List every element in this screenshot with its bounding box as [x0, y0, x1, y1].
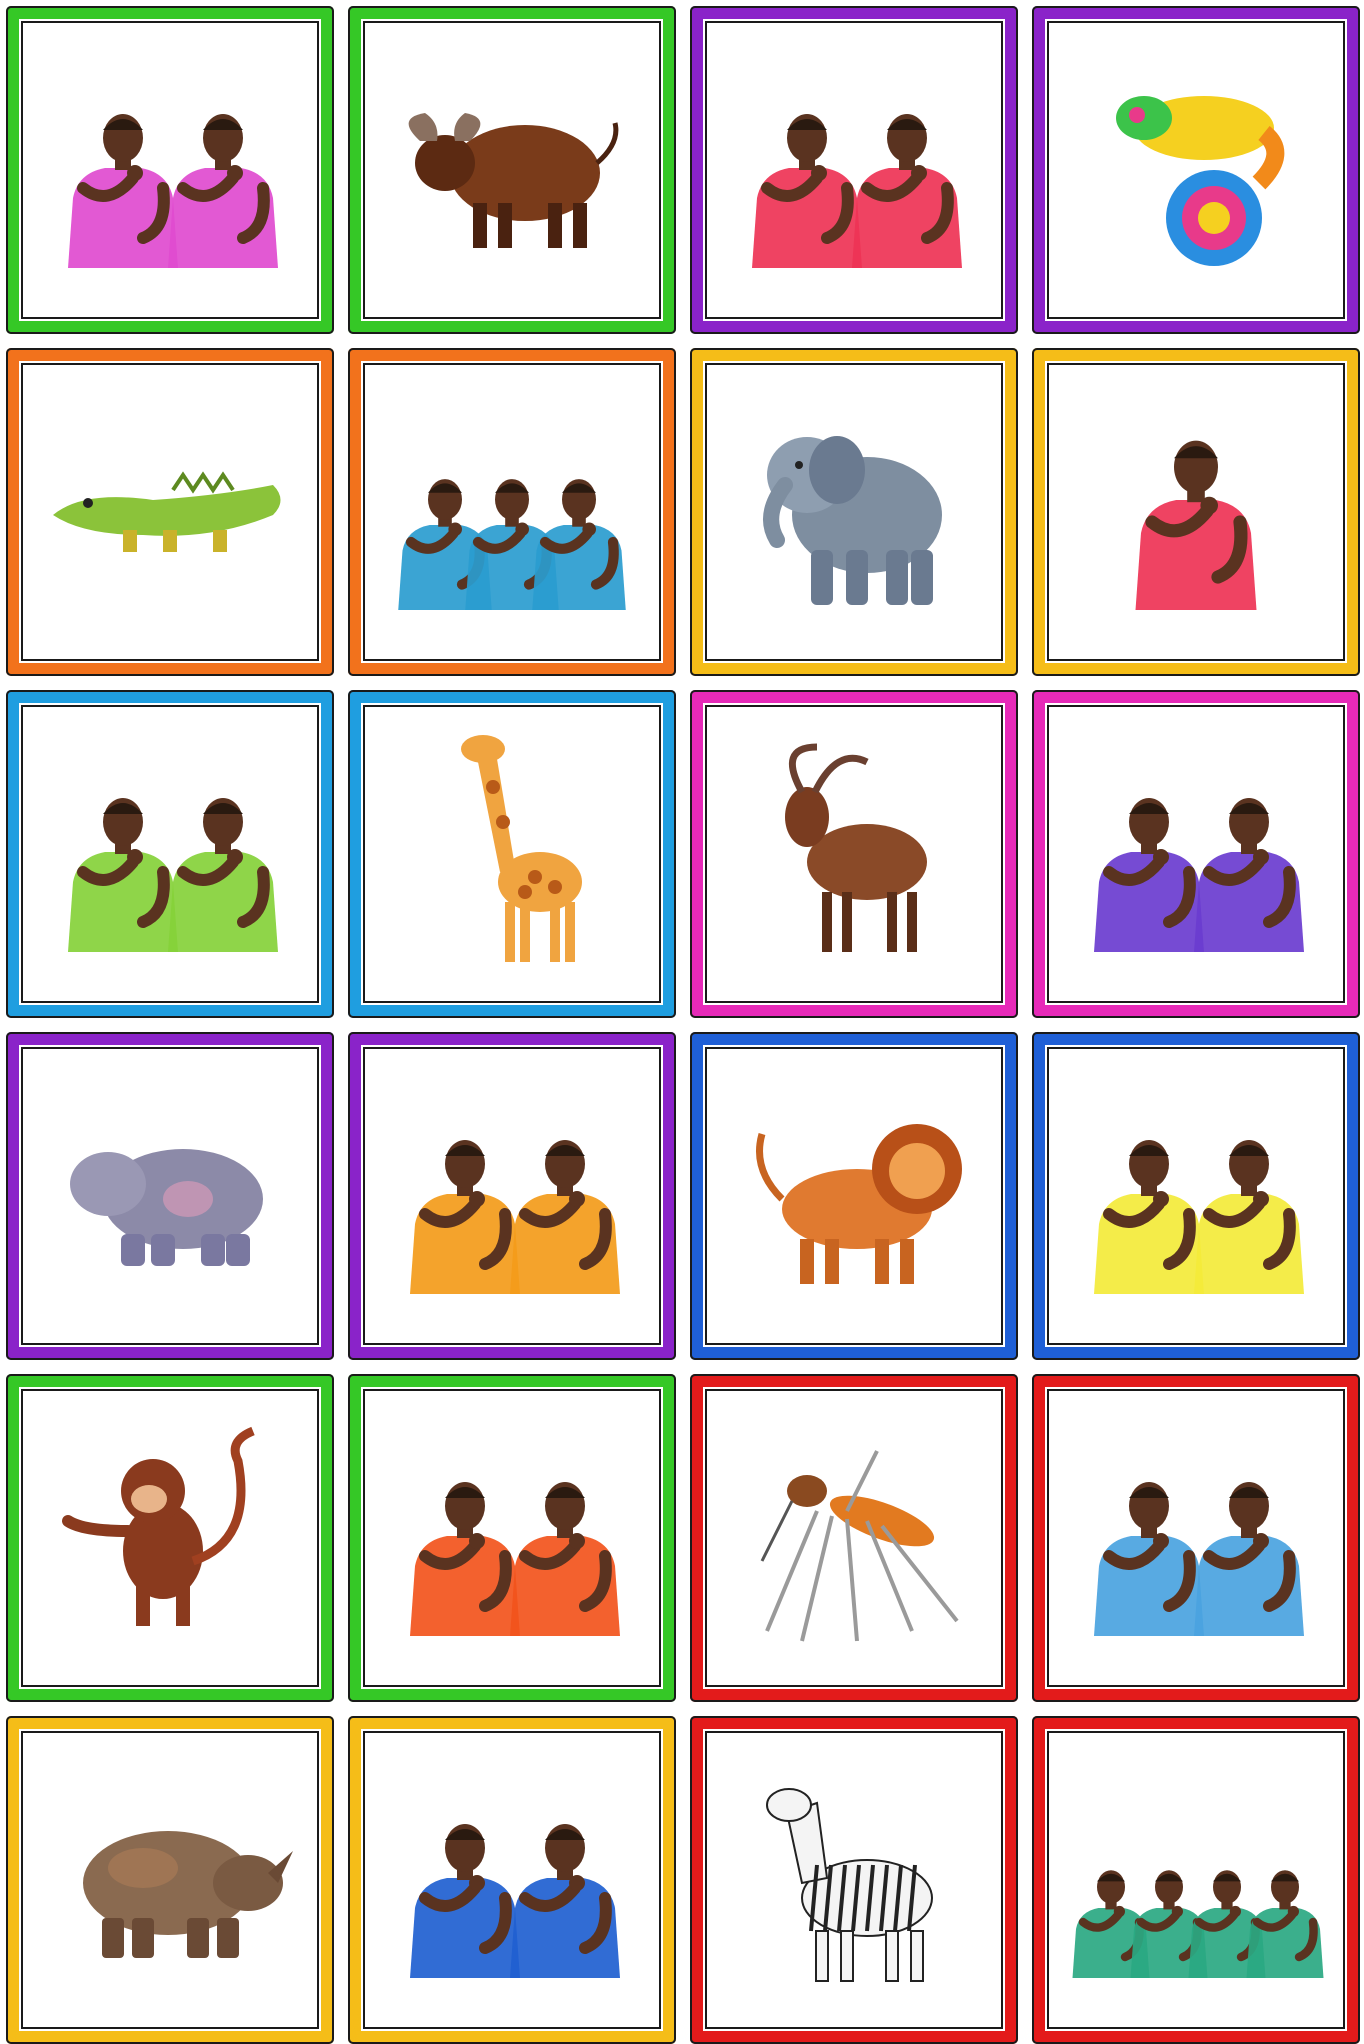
- animal-card[interactable]: [6, 1716, 334, 2044]
- chameleon-icon: [1049, 23, 1343, 317]
- goat-icon: [707, 707, 1001, 1001]
- sign-card-icon: [1049, 707, 1343, 1001]
- sign-card-icon: [23, 707, 317, 1001]
- animal-card[interactable]: [690, 1374, 1018, 1702]
- sign-card-icon: [1049, 1049, 1343, 1343]
- rhino-icon: [23, 1733, 317, 2027]
- buffalo-icon: [365, 23, 659, 317]
- animal-card[interactable]: [6, 348, 334, 676]
- animal-card[interactable]: [6, 1374, 334, 1702]
- sign-card[interactable]: [6, 6, 334, 334]
- sign-card[interactable]: [1032, 1374, 1360, 1702]
- hippo-icon: [23, 1049, 317, 1343]
- sign-card-icon: [707, 23, 1001, 317]
- elephant-icon: [707, 365, 1001, 659]
- sign-card-icon: [1049, 1391, 1343, 1685]
- sign-card[interactable]: [348, 1716, 676, 2044]
- animal-card[interactable]: [690, 690, 1018, 1018]
- monkey-icon: [23, 1391, 317, 1685]
- animal-card[interactable]: [690, 1716, 1018, 2044]
- animal-card[interactable]: [348, 6, 676, 334]
- sign-card[interactable]: [1032, 690, 1360, 1018]
- zebra-icon: [707, 1733, 1001, 2027]
- sign-card-icon: [365, 1049, 659, 1343]
- sign-card[interactable]: [1032, 1032, 1360, 1360]
- sign-card-icon: [23, 23, 317, 317]
- sign-card-icon: [365, 365, 659, 659]
- sign-card[interactable]: [6, 690, 334, 1018]
- sign-card[interactable]: [348, 1374, 676, 1702]
- sign-card[interactable]: [690, 6, 1018, 334]
- sign-card[interactable]: [1032, 1716, 1360, 2044]
- sign-card[interactable]: [348, 1032, 676, 1360]
- sign-card-icon: [365, 1733, 659, 2027]
- animal-card[interactable]: [6, 1032, 334, 1360]
- sign-card-icon: [1049, 1733, 1343, 2027]
- crocodile-icon: [23, 365, 317, 659]
- animal-card[interactable]: [1032, 6, 1360, 334]
- animal-card[interactable]: [690, 1032, 1018, 1360]
- animal-card[interactable]: [690, 348, 1018, 676]
- giraffe-icon: [365, 707, 659, 1001]
- lion-icon: [707, 1049, 1001, 1343]
- mosquito-icon: [707, 1391, 1001, 1685]
- sign-card[interactable]: [1032, 348, 1360, 676]
- sign-card-icon: [365, 1391, 659, 1685]
- sign-card[interactable]: [348, 348, 676, 676]
- sign-card-icon: [1049, 365, 1343, 659]
- animal-card[interactable]: [348, 690, 676, 1018]
